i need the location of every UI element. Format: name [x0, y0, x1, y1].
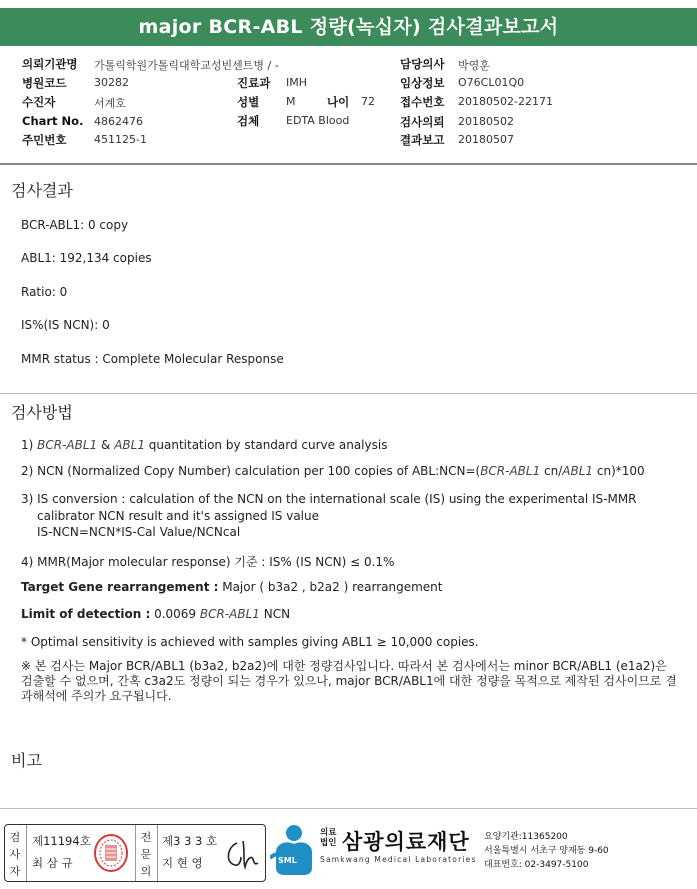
info-divider — [0, 163, 697, 165]
sex-value: M — [286, 95, 296, 108]
result-is-percent: IS%(IS NCN): 0 — [21, 318, 110, 332]
sex-label: 성별 — [237, 95, 260, 109]
report-date-label: 결과보고 — [400, 133, 445, 147]
method-step-4: 4) MMR(Major molecular response) 기준 : IS% (IS NCN) ≤ 0.1% — [21, 555, 395, 569]
seal-stamp-icon — [93, 833, 129, 873]
request-date-label: 검사의뢰 — [400, 115, 445, 129]
result-bcr-abl1: BCR-ABL1: 0 copy — [21, 218, 129, 232]
department-label: 진료과 — [237, 76, 271, 90]
method-step-3-line-2: calibrator NCN result and it's assigned IS value — [37, 509, 319, 523]
specialist-license: 제3 3 3 호 — [162, 834, 218, 848]
doctor-label: 담당의사 — [400, 57, 445, 71]
sml-badge-text: SML — [278, 856, 297, 865]
tester-vertical-label: 검 사 자 — [9, 831, 21, 878]
department-value: IMH — [286, 76, 308, 89]
institution-label: 의뢰기관명 — [22, 57, 78, 71]
report-date-value: 20180507 — [458, 133, 514, 146]
institution-value: 가톨릭학원가톨릭대학교성빈센트병 / - — [94, 59, 279, 72]
receipt-no-label: 접수번호 — [400, 95, 445, 109]
sensitivity-note: * Optimal sensitivity is achieved with samples giving ABL1 ≥ 10,000 copies. — [21, 635, 479, 649]
lab-phone: 대표번호: 02-3497-5100 — [484, 860, 589, 870]
patient-value: 서계호 — [94, 97, 126, 110]
chart-no-value: 4862476 — [94, 115, 143, 128]
report-title: major BCR-ABL 정량(녹십자) 검사결과보고서 — [0, 8, 697, 46]
tester-license: 제11194호 — [32, 834, 91, 848]
resident-id-label: 주민번호 — [22, 133, 67, 147]
receipt-no-value: 20180502-22171 — [458, 95, 553, 108]
request-date-value: 20180502 — [458, 115, 514, 128]
hospital-code-value: 30282 — [94, 76, 129, 89]
clinical-info-label: 임상정보 — [400, 76, 445, 90]
lab-address: 서울특별시 서초구 양재동 9-60 — [484, 846, 609, 856]
age-value: 72 — [361, 95, 375, 108]
method-step-2: 2) NCN (Normalized Copy Number) calculation per 100 copies of ABL:NCN=(BCR-ABL1 cn/ABL1 cn)*100 — [21, 464, 645, 478]
specialist-vertical-label: 전 문 의 — [140, 831, 152, 878]
remarks-heading: 비고 — [11, 751, 42, 770]
result-ratio: Ratio: 0 — [21, 285, 68, 299]
specialist-name: 지 현 영 — [162, 856, 203, 870]
method-step-3-line-1: 3) IS conversion : calculation of the NCN on the international scale (IS) using the experimental IS-MMR — [21, 492, 637, 506]
method-step-1: 1) BCR-ABL1 & ABL1 quantitation by standard curve analysis — [21, 438, 388, 452]
doctor-value: 박영훈 — [458, 59, 490, 72]
logo-name: 삼광의료재단 — [342, 830, 470, 854]
specimen-label: 검체 — [237, 114, 260, 128]
signature-box — [4, 824, 266, 882]
result-mmr-status: MMR status : Complete Molecular Response — [21, 352, 284, 366]
result-abl1: ABL1: 192,134 copies — [21, 251, 152, 265]
hospital-code-label: 병원코드 — [22, 76, 67, 90]
method-heading: 검사방법 — [11, 403, 73, 422]
resident-id-value: 451125-1 — [94, 133, 147, 146]
report-footer — [0, 822, 697, 884]
signature-icon — [223, 837, 261, 871]
patient-label: 수진자 — [22, 95, 56, 109]
method-step-3-line-3: IS-NCN=NCN*IS-Cal Value/NCNcal — [37, 525, 241, 539]
chart-no-label: Chart No. — [22, 114, 84, 128]
sml-logo-icon — [270, 824, 318, 876]
remarks-divider — [0, 808, 697, 809]
age-label: 나이 — [327, 95, 350, 109]
care-institution-number: 요양기관:11365200 — [484, 832, 568, 842]
patient-info-block — [0, 52, 697, 164]
limit-of-detection: Limit of detection : 0.0069 BCR-ABL1 NCN — [21, 607, 291, 621]
tester-name: 최 삼 규 — [32, 856, 73, 870]
korean-note: ※ 본 검사는 Major BCR/ABL1 (b3a2, b2a2)에 대한 정량검사입니다. 따라서 본 검사에서는 minor BCR/ABL1 (e1a2)은 검출할 수 없으며, 간혹 c3a2도 정량이 되는 경우가 있으나, major BCR/ABL1에 대한 정량을 목적으로 제작된 검사이므로 결과해석에 주의가 요구됩니다. — [21, 659, 677, 703]
specimen-value: EDTA Blood — [286, 114, 350, 127]
results-heading: 검사결과 — [11, 181, 73, 200]
target-gene-rearrangement: Target Gene rearrangement : Major ( b3a2 , b2a2 ) rearrangement — [21, 580, 443, 594]
clinical-info-value: O76CL01Q0 — [458, 76, 525, 89]
results-divider — [0, 393, 697, 394]
logo-english-name: Samkwang Medical Laboratories — [320, 855, 477, 864]
logo-legal-type: 의료법인 — [320, 828, 337, 848]
